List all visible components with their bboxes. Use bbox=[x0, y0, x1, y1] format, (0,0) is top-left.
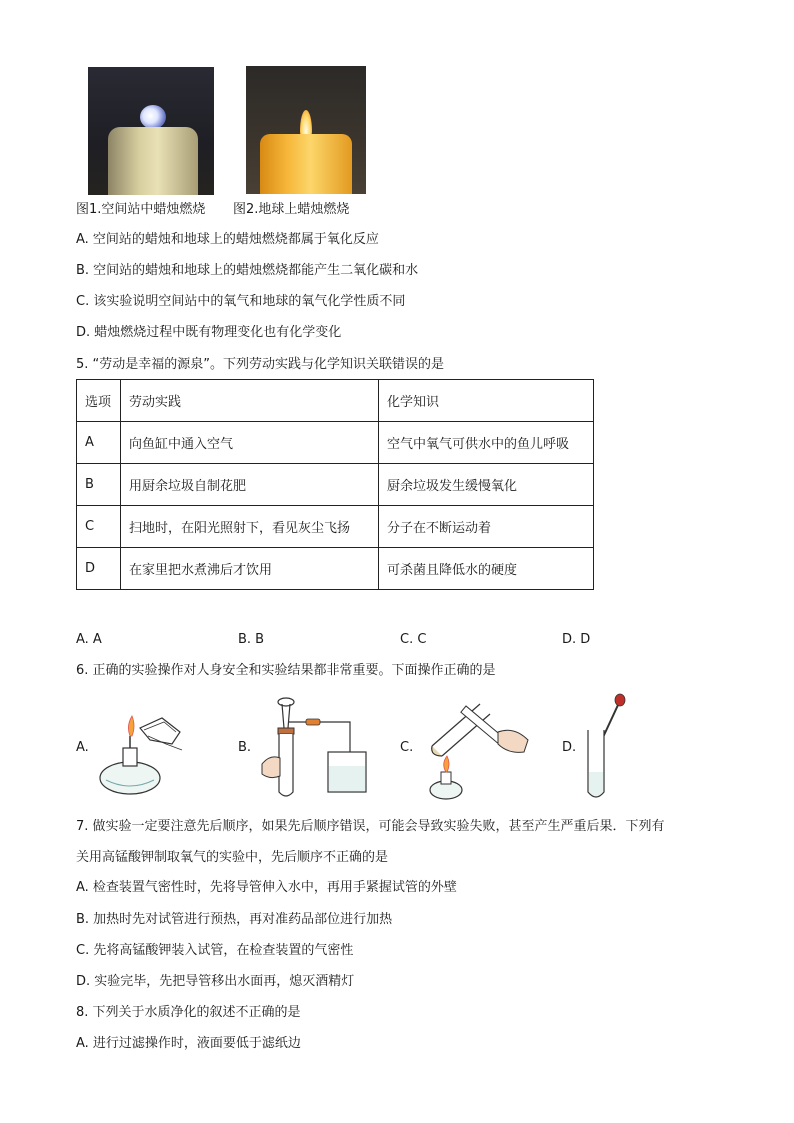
q7-stem-line1: 7. 做实验一定要注意先后顺序，如果先后顺序错误，可能会导致实验失败，甚至产生严重后果．下列有 bbox=[76, 819, 665, 834]
figure-caption-1: 图1.空间站中蜡烛燃烧 bbox=[76, 202, 206, 217]
table-cell: 在家里把水煮沸后才饮用 bbox=[121, 548, 379, 590]
table-header-cell: 劳动实践 bbox=[121, 380, 379, 422]
q6-stem: 6. 正确的实验操作对人身安全和实验结果都非常重要。下面操作正确的是 bbox=[76, 663, 496, 678]
table-row bbox=[77, 464, 594, 506]
candle-body bbox=[260, 134, 352, 194]
q4-option-c: C. 该实验说明空间站中的氧气和地球的氧气化学性质不同 bbox=[76, 294, 406, 309]
q6-label-a: A. bbox=[76, 740, 89, 755]
q6-label-c: C. bbox=[400, 740, 414, 755]
table-cell: 可杀菌且降低水的硬度 bbox=[379, 548, 594, 590]
q7-stem-line2: 关用高锰酸钾制取氧气的实验中，先后顺序不正确的是 bbox=[76, 850, 389, 865]
q8-stem: 8. 下列关于水质净化的叙述不正确的是 bbox=[76, 1005, 301, 1020]
q7-option-c: C. 先将高锰酸钾装入试管，在检查装置的气密性 bbox=[76, 943, 354, 958]
q4-option-d: D. 蜡烛燃烧过程中既有物理变化也有化学变化 bbox=[76, 325, 342, 340]
q6-label-d: D. bbox=[562, 740, 577, 755]
table-cell: A bbox=[77, 422, 121, 464]
q8-option-a: A. 进行过滤操作时，液面要低于滤纸边 bbox=[76, 1036, 301, 1051]
figure-caption-2: 图2.地球上蜡烛燃烧 bbox=[233, 202, 350, 217]
q5-stem: 5. “劳动是幸福的源泉”。下列劳动实践与化学知识关联错误的是 bbox=[76, 357, 445, 372]
table-cell: 扫地时，在阳光照射下，看见灰尘飞扬 bbox=[121, 506, 379, 548]
q4-option-a: A. 空间站的蜡烛和地球上的蜡烛燃烧都属于氧化反应 bbox=[76, 232, 379, 247]
q5-answer-c: C. C bbox=[400, 632, 427, 647]
space-candle-photo bbox=[88, 67, 214, 195]
q7-option-b: B. 加热时先对试管进行预热，再对准药品部位进行加热 bbox=[76, 912, 393, 927]
table-cell: 向鱼缸中通入空气 bbox=[121, 422, 379, 464]
table-row bbox=[77, 422, 594, 464]
table-cell: B bbox=[77, 464, 121, 506]
q7-option-d: D. 实验完毕，先把导管移出水面再，熄灭酒精灯 bbox=[76, 974, 355, 989]
table-cell: 用厨余垃圾自制花肥 bbox=[121, 464, 379, 506]
q7-option-a: A. 检查装置气密性时，先将导管伸入水中，再用手紧握试管的外壁 bbox=[76, 880, 457, 895]
table-header-row bbox=[77, 380, 594, 422]
table-row bbox=[77, 506, 594, 548]
q5-answer-d: D. D bbox=[562, 632, 591, 647]
q5-answer-a: A. A bbox=[76, 632, 102, 647]
table-header-cell: 化学知识 bbox=[379, 380, 594, 422]
q6-label-b: B. bbox=[238, 740, 252, 755]
candle-flame-sphere bbox=[140, 105, 166, 129]
earth-candle-photo bbox=[246, 66, 366, 194]
dropper-test-tube-illustration bbox=[580, 692, 630, 804]
lighting-alcohol-lamp-illustration bbox=[92, 700, 192, 800]
table-cell: 厨余垃圾发生缓慢氧化 bbox=[379, 464, 594, 506]
heating-test-tube-illustration bbox=[420, 696, 532, 804]
table-header-cell: 选项 bbox=[77, 380, 121, 422]
candle-body bbox=[108, 127, 198, 195]
q5-answer-b: B. B bbox=[238, 632, 265, 647]
table-row bbox=[77, 548, 594, 590]
table-cell: D bbox=[77, 548, 121, 590]
table-cell: 分子在不断运动着 bbox=[379, 506, 594, 548]
q5-table bbox=[76, 379, 594, 590]
airtightness-check-illustration bbox=[256, 696, 376, 804]
table-cell: 空气中氧气可供水中的鱼儿呼吸 bbox=[379, 422, 594, 464]
table-cell: C bbox=[77, 506, 121, 548]
q4-option-b: B. 空间站的蜡烛和地球上的蜡烛燃烧都能产生二氧化碳和水 bbox=[76, 263, 419, 278]
